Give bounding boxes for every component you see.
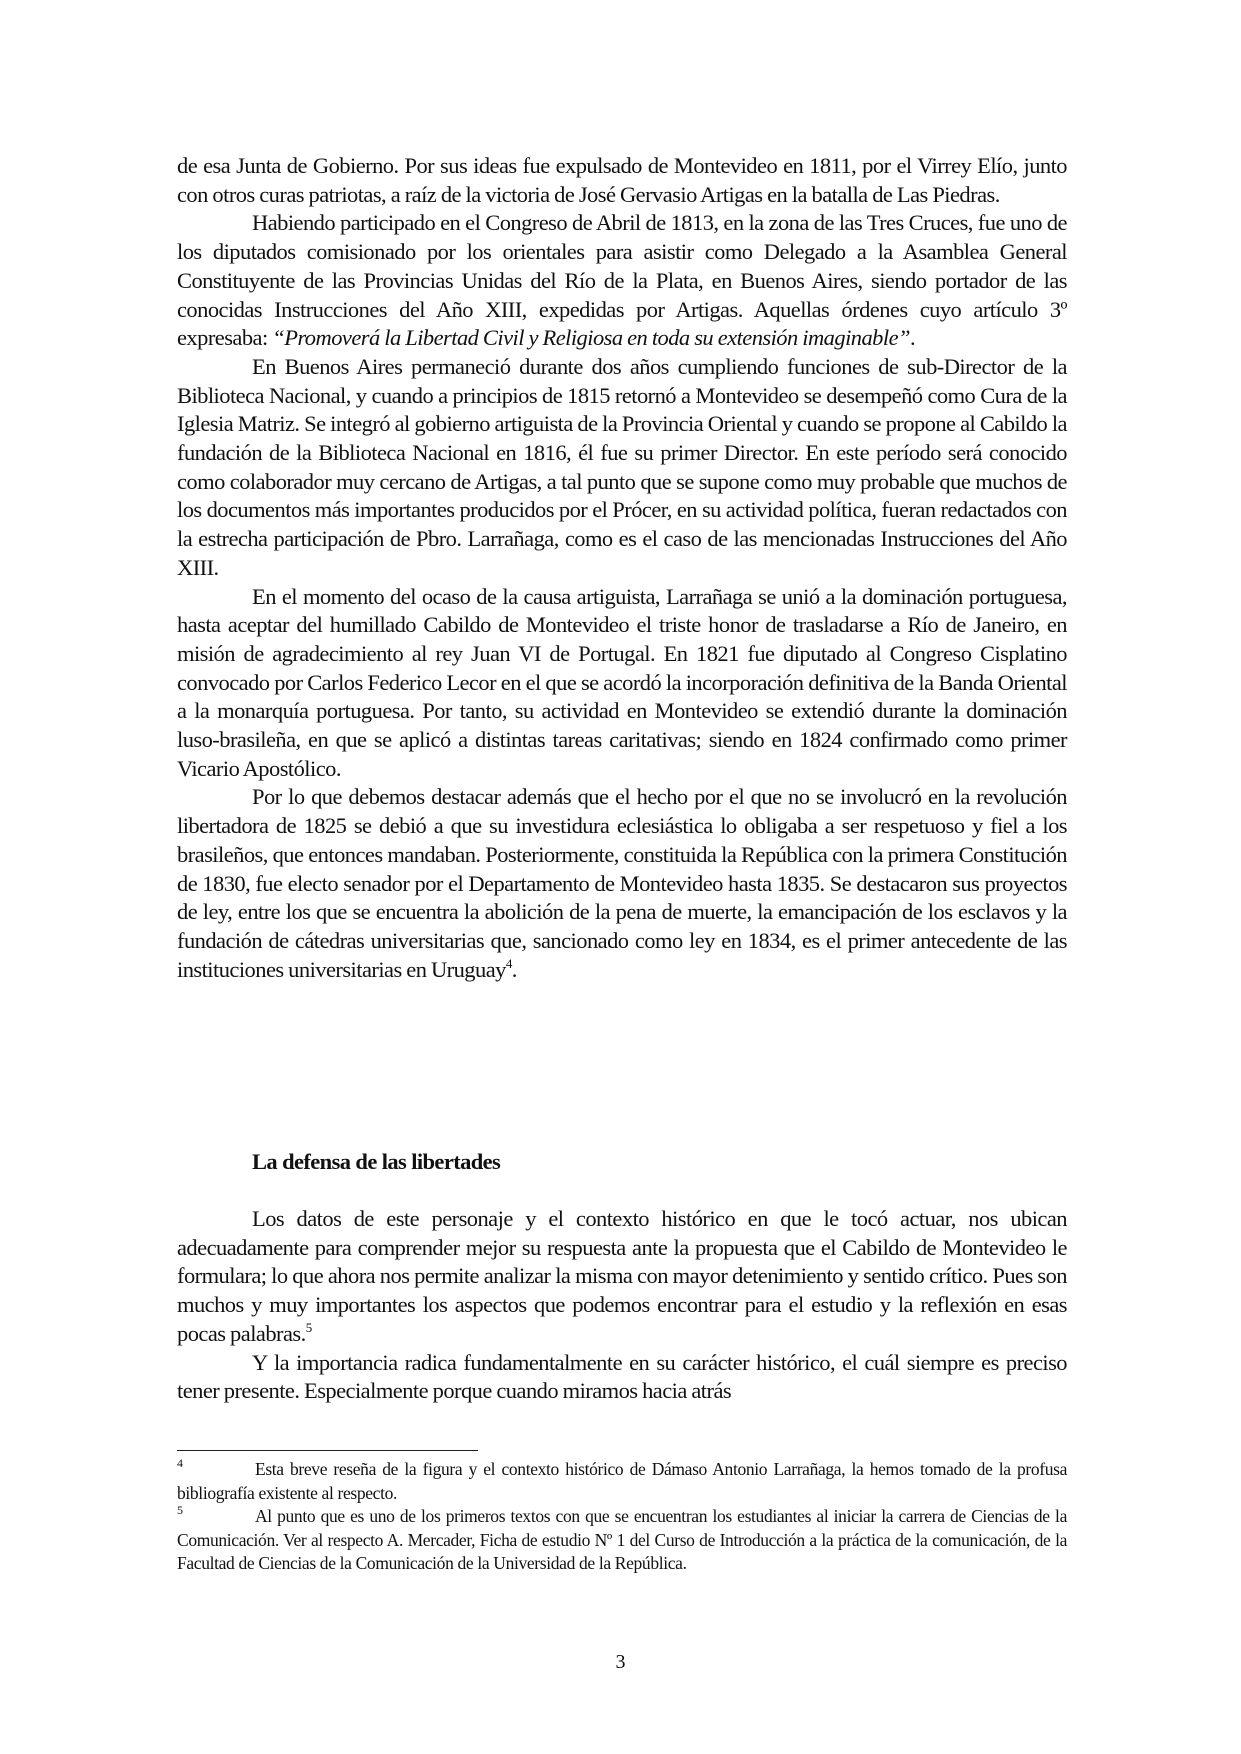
- paragraph-importancia: [177, 1349, 1067, 1406]
- section-heading: La defensa de las libertades: [252, 1149, 501, 1174]
- paragraph-congreso-1813: [177, 209, 1067, 353]
- paragraph-end: .: [511, 956, 517, 982]
- paragraph-text: de esa Junta de Gobierno. Por sus ideas fue expulsado de Montevideo en 1811, por el Virrey Elío, junto con otros curas patriotas, a raíz de la victoria de José Gervasio Artigas en la batalla de Las Piedras.: [177, 153, 1067, 207]
- paragraph-text: Los datos de este personaje y el contexto histórico en que le tocó actuar, nos ubican adecuadamente para comprender mejor su respuesta ante la propuesta que el Cabildo de Montevideo le formulara; lo que ahora nos permite analizar la misma con mayor detenimiento y sentido crítico. Pues son muchos y muy importantes los aspectos que podemos encontrar para el estudio y la reflexión en esas pocas palabras.: [177, 1206, 1067, 1346]
- body-text: [177, 152, 1067, 984]
- footnote-ref-4[interactable]: 4: [505, 955, 512, 971]
- paragraph-revolucion: [177, 783, 1067, 984]
- paragraph-text: En Buenos Aires permaneció durante dos años cumpliendo funciones de sub-Director de la Biblioteca Nacional, y cuando a principios de 1815 retornó a Montevideo se desempeñó como Cura de la Iglesia Matriz. Se integró al gobierno artiguista de la Provincia Oriental y cuando se propone al Cabildo la fundación de la Biblioteca Nacional en 1816, él fue su primer Director. En este período será conocido como colaborador muy cercano de Artigas, a tal punto que se supone como muy probable que muchos de los documentos más importantes producidos por el Prócer, en su actividad política, fueran redactados con la estrecha participación de Pbro. Larrañaga, como es el caso de las mencionadas Instrucciones del Año XIII.: [177, 353, 1067, 580]
- paragraph-text: Por lo que debemos destacar además que el hecho por el que no se involucró en la revolución libertadora de 1825 se debió a que su investidura eclesiástica lo obligaba a ser respetuoso y fiel a los brasileños, que entonces mandaban. Posteriormente, constituida la República con la primera Constitución de 1830, fue electo senador por el Departamento de Montevideo hasta 1835. Se destacaron sus proyectos de ley, entre los que se encuentra la abolición de la pena de muerte, la emancipación de los esclavos y la fundación de cátedras universitarias que, sancionado como ley en 1834, es el primer antecedente de las instituciones universitarias en Uruguay: [177, 784, 1067, 982]
- paragraph-ocaso: [177, 583, 1067, 784]
- paragraph-text: Habiendo participado en el Congreso de Abril de 1813, en la zona de las Tres Cruces, fue uno de los diputados comisionado por los orientales para asistir como Delegado a la Asamblea General Constituyente de las Provincias Unidas del Río de la Plata, en Buenos Aires, siendo portador de las conocidas Instrucciones del Año XIII, expedidas por Artigas. Aquellas órdenes cuyo artículo 3º expresaba:: [177, 210, 1067, 351]
- paragraph-text: En el momento del ocaso de la causa artiguista, Larrañaga se unió a la dominación portuguesa, hasta aceptar del humillado Cabildo de Montevideo el triste honor de trasladarse a Río de Janeiro, en misión de agradecimiento al rey Juan VI de Portugal. En 1821 fue diputado al Congreso Cisplatino convocado por Carlos Federico Lecor en el que se acordó la incorporación definitiva de la Banda Oriental a la monarquía portuguesa. Por tanto, su actividad en Montevideo se extendió durante la dominación luso-brasileña, en que se aplicó a distintas tareas caritativas; siendo en 1824 confirmado como primer Vicario Apostólico.: [177, 583, 1067, 781]
- footnote-mark: 5: [177, 1503, 183, 1517]
- footnote-separator: [177, 1450, 478, 1451]
- section-body: [177, 1205, 1067, 1406]
- paragraph-datos: [177, 1205, 1067, 1349]
- paragraph-text: Y la importancia radica fundamentalmente en su carácter histórico, el cuál siempre es preciso tener presente. Especialmente porque cuando miramos hacia atrás: [177, 1349, 1067, 1404]
- footnotes: [177, 1458, 1067, 1576]
- footnote-text: Esta breve reseña de la figura y el contexto histórico de Dámaso Antonio Larrañaga, la hemos tomado de la profusa bibliografía existente al respecto.: [177, 1459, 1067, 1503]
- footnote-mark: 4: [177, 1456, 183, 1470]
- footnote-4: [177, 1458, 1067, 1505]
- paragraph-buenos-aires: [177, 353, 1067, 583]
- footnote-ref-5[interactable]: 5: [305, 1319, 312, 1335]
- footnote-text: Al punto que es uno de los primeros textos con que se encuentran los estudiantes al iniciar la carrera de Ciencias de la Comunicación. Ver al respecto A. Mercader, Ficha de estudio Nº 1 del Curso de Introducción a la práctica de la comunicación, de la Facultad de Ciencias de la Comunicación de la Universidad de la República.: [177, 1506, 1067, 1573]
- paragraph-end: .: [910, 325, 916, 351]
- footnote-5: [177, 1505, 1067, 1576]
- paragraph-junta: [177, 152, 1067, 209]
- quote-instrucciones: “Promoverá la Libertad Civil y Religiosa en toda su extensión imaginable”: [272, 325, 910, 351]
- page-number: 3: [615, 1651, 626, 1673]
